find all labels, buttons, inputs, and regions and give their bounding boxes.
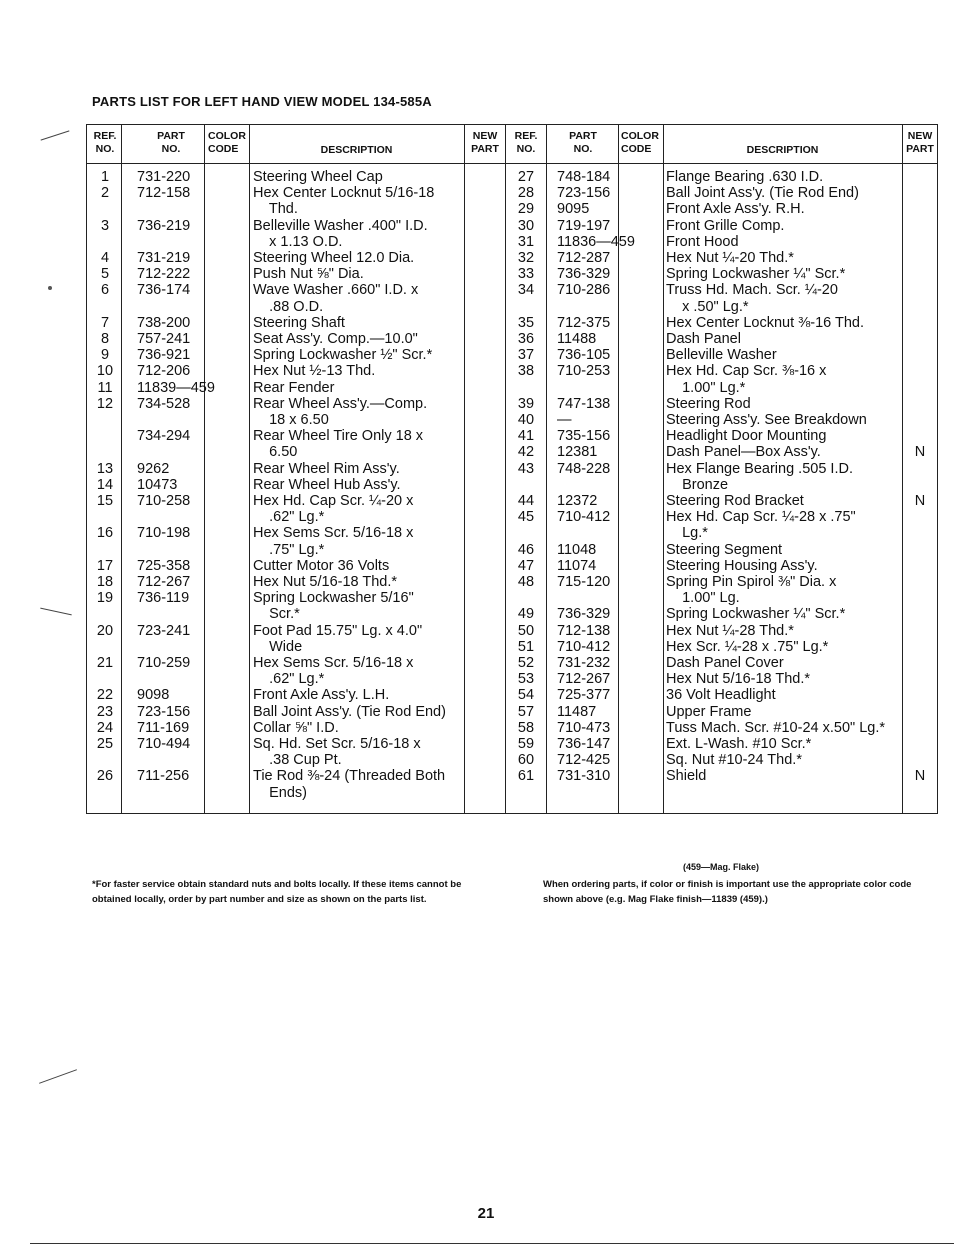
part-no: 710-259 <box>137 655 191 671</box>
part-no: 748-228 <box>557 460 611 477</box>
ref-no: 11 <box>97 379 113 396</box>
part-no: 711-256 <box>137 768 190 785</box>
ref-no: 45 <box>517 509 535 526</box>
part-no: 710-253 <box>557 363 611 380</box>
part-no: 736-219 <box>137 217 191 234</box>
ref-no: 57 <box>517 703 535 720</box>
header-part: PART NO. <box>569 130 597 155</box>
ref-no: 60 <box>517 752 535 769</box>
part-no: 11488 <box>557 331 597 347</box>
header-color: COLOR CODE <box>208 130 246 155</box>
part-description: Front Hood <box>666 233 739 250</box>
column-divider <box>121 125 122 813</box>
bottom-rule <box>30 1243 954 1244</box>
part-description: Rear Wheel Rim Ass'y. <box>253 460 400 477</box>
part-description: Collar ⅝" I.D. <box>253 719 339 736</box>
ref-no: 43 <box>517 460 535 477</box>
part-description: Rear Wheel Tire Only 18 x 6.50 <box>253 428 424 461</box>
part-description: Hex Sems Scr. 5/16-18 x .62" Lg.* <box>253 655 414 688</box>
ref-no: 47 <box>517 557 535 574</box>
part-no: 723-156 <box>137 703 191 720</box>
part-description: Hex Hd. Cap Scr. ⅜-16 x 1.00" Lg.* <box>666 363 827 396</box>
part-description: Upper Frame <box>666 703 752 720</box>
footnote-standard-hardware: *For faster service obtain standard nuts and bolts locally. If these items cannot be obtained locally, order by part number and size as shown on the parts list. <box>92 879 462 905</box>
ref-no: 26 <box>96 768 114 785</box>
ref-no: 19 <box>96 590 114 607</box>
part-no: — <box>557 412 572 428</box>
part-no: 736-329 <box>557 606 611 623</box>
part-description: Flange Bearing .630 I.D. <box>666 169 824 185</box>
part-description: Hex Center Locknut ⅜-16 Thd. <box>666 314 865 331</box>
ref-no: 5 <box>100 266 110 283</box>
part-no: 736-329 <box>557 266 611 283</box>
ref-no: 2 <box>100 185 110 202</box>
parts-table <box>86 124 938 814</box>
part-no: 710-473 <box>557 719 611 736</box>
part-no: 710-286 <box>557 282 611 299</box>
part-description: Foot Pad 15.75" Lg. x 4.0" Wide <box>253 622 423 655</box>
part-no: 734-528 <box>137 395 191 412</box>
header-new: NEW PART <box>471 130 499 155</box>
part-no: 11048 <box>557 541 597 558</box>
ref-no: 52 <box>517 655 535 671</box>
part-description: Steering Rod Bracket <box>666 493 804 509</box>
part-description: 36 Volt Headlight <box>666 687 776 704</box>
ref-no: 40 <box>517 412 535 428</box>
ref-no: 12 <box>96 395 114 412</box>
ref-no: 44 <box>517 493 535 509</box>
ref-no: 42 <box>517 444 535 461</box>
ref-no: 10 <box>96 363 114 380</box>
part-description: Dash Panel—Box Ass'y. <box>666 444 821 461</box>
ref-no: 13 <box>96 460 114 477</box>
part-description: Truss Hd. Mach. Scr. ¼-20 x .50" Lg.* <box>666 282 838 315</box>
ref-no: 28 <box>517 185 535 202</box>
part-no: 736-921 <box>137 347 191 364</box>
part-description: Ball Joint Ass'y. (Tie Rod End) <box>253 703 446 720</box>
part-no: 712-287 <box>557 250 611 266</box>
ref-no: 37 <box>517 347 535 364</box>
ref-no: 33 <box>517 266 535 283</box>
part-no: 747-138 <box>557 395 611 412</box>
part-no: 710-494 <box>137 736 191 752</box>
part-description: Rear Wheel Hub Ass'y. <box>253 476 401 493</box>
part-description: Steering Rod <box>666 395 751 412</box>
part-no: 723-241 <box>137 622 191 639</box>
ref-no: 23 <box>96 703 114 720</box>
part-description: Spring Lockwasher ¼" Scr.* <box>666 266 846 283</box>
part-no: 725-358 <box>137 557 191 574</box>
ref-no: 34 <box>517 282 535 299</box>
ref-no: 59 <box>517 736 535 752</box>
part-description: Steering Segment <box>666 541 783 558</box>
new-part-flag: N <box>914 493 926 509</box>
part-no: 736-147 <box>557 736 611 752</box>
part-description: Shield <box>666 768 707 785</box>
part-no: 712-375 <box>557 314 611 331</box>
part-description: Hex Nut ½-13 Thd. <box>253 363 376 380</box>
scan-artifact <box>48 286 52 290</box>
ref-no: 46 <box>517 541 535 558</box>
part-description: Cutter Motor 36 Volts <box>253 557 390 574</box>
ref-no: 35 <box>517 314 535 331</box>
part-description: Tie Rod ⅜-24 (Threaded Both Ends) <box>253 768 446 801</box>
new-part-flag: N <box>914 444 926 461</box>
part-no: 731-310 <box>557 768 611 785</box>
color-code-key: (459—Mag. Flake) <box>683 862 760 872</box>
part-description: Hex Nut 5/16-18 Thd.* <box>666 671 811 688</box>
part-no: 11487 <box>557 703 597 720</box>
part-no: 12381 <box>557 444 598 461</box>
part-no: 725-377 <box>557 687 611 704</box>
ref-no: 4 <box>100 250 110 266</box>
ref-no: 3 <box>100 217 110 234</box>
part-description: Hex Flange Bearing .505 I.D. Bronze <box>666 460 853 493</box>
part-no: 712-206 <box>137 363 191 380</box>
part-description: Hex Nut ¼-20 Thd.* <box>666 250 794 266</box>
footnote-ordering-color: When ordering parts, if color or finish is important use the appropriate color code shown above (e.g. Mag Flake finish—11839 (459).) <box>543 879 912 905</box>
ref-no: 48 <box>517 574 535 590</box>
ref-no: 29 <box>517 201 535 218</box>
part-no: 11839—459 <box>137 379 215 396</box>
ref-no: 38 <box>517 363 535 380</box>
part-no: 711-169 <box>137 719 190 736</box>
part-no: 757-241 <box>137 331 191 347</box>
part-description: Belleville Washer <box>666 347 777 364</box>
part-no: 719-197 <box>557 217 611 234</box>
part-description: Sq. Nut #10-24 Thd.* <box>666 752 802 769</box>
ref-no: 53 <box>517 671 535 688</box>
part-description: Spring Lockwasher ½" Scr.* <box>253 347 433 364</box>
header-new: NEW PART <box>906 130 934 155</box>
ref-no: 21 <box>96 655 114 671</box>
ref-no: 14 <box>96 476 114 493</box>
part-description: Sq. Hd. Set Scr. 5/16-18 x .38 Cup Pt. <box>253 736 421 769</box>
ref-no: 17 <box>96 557 114 574</box>
part-description: Front Axle Ass'y. L.H. <box>253 687 390 704</box>
part-no: 712-425 <box>557 752 611 769</box>
ref-no: 36 <box>517 331 535 347</box>
header-part: PART NO. <box>157 130 185 155</box>
ref-no: 61 <box>517 768 535 785</box>
part-description: Hex Hd. Cap Scr. ¼-20 x .62" Lg.* <box>253 493 414 526</box>
part-description: Push Nut ⅝" Dia. <box>253 266 364 283</box>
part-no: 712-267 <box>137 574 191 590</box>
column-divider <box>546 125 547 813</box>
header-description: DESCRIPTION <box>320 144 393 156</box>
part-description: Steering Ass'y. See Breakdown <box>666 412 867 428</box>
part-no: 736-119 <box>137 590 190 607</box>
part-description: Hex Nut ¼-28 Thd.* <box>666 622 794 639</box>
part-description: Wave Washer .660" I.D. x .88 O.D. <box>253 282 419 315</box>
part-description: Hex Center Locknut 5/16-18 Thd. <box>253 185 435 218</box>
part-description: Steering Shaft <box>253 314 345 331</box>
ref-no: 18 <box>96 574 114 590</box>
header-color: COLOR CODE <box>621 130 659 155</box>
part-no: 712-267 <box>557 671 611 688</box>
part-no: 731-232 <box>557 655 611 671</box>
part-description: Ball Joint Ass'y. (Tie Rod End) <box>666 185 859 202</box>
part-no: 710-412 <box>557 509 611 526</box>
ref-no: 6 <box>100 282 110 299</box>
ref-no: 8 <box>100 331 110 347</box>
part-description: Front Axle Ass'y. R.H. <box>666 201 805 218</box>
part-no: 9098 <box>137 687 170 704</box>
ref-no: 50 <box>517 622 535 639</box>
ref-no: 20 <box>96 622 114 639</box>
part-description: Hex Scr. ¼-28 x .75" Lg.* <box>666 638 829 655</box>
part-no: 9095 <box>557 201 590 218</box>
part-description: Dash Panel Cover <box>666 655 784 671</box>
page-title: PARTS LIST FOR LEFT HAND VIEW MODEL 134-585A <box>92 94 432 109</box>
part-description: Seat Ass'y. Comp.—10.0" <box>253 331 418 347</box>
part-description: Spring Lockwasher 5/16" Scr.* <box>253 590 414 623</box>
ref-no: 39 <box>517 395 535 412</box>
part-description: Belleville Washer .400" I.D. x 1.13 O.D. <box>253 217 428 250</box>
part-no: 723-156 <box>557 185 611 202</box>
ref-no: 31 <box>517 233 535 250</box>
part-description: Steering Housing Ass'y. <box>666 557 818 574</box>
scan-artifact <box>39 1069 77 1084</box>
part-no: 712-158 <box>137 185 191 202</box>
part-no: 734-294 <box>137 428 191 445</box>
ref-no: 32 <box>517 250 535 266</box>
part-no: 712-138 <box>557 622 611 639</box>
ref-no: 49 <box>517 606 535 623</box>
part-no: 736-174 <box>137 282 191 299</box>
part-description: Spring Pin Spirol ⅜" Dia. x 1.00" Lg. <box>666 574 837 607</box>
ref-no: 25 <box>96 736 114 752</box>
part-description: Headlight Door Mounting <box>666 428 827 445</box>
part-description: Hex Sems Scr. 5/16-18 x .75" Lg.* <box>253 525 414 558</box>
part-no: 12372 <box>557 493 598 509</box>
column-divider <box>249 125 250 813</box>
scan-artifact <box>40 608 72 616</box>
ref-no: 9 <box>100 347 110 364</box>
part-no: 738-200 <box>137 314 191 331</box>
ref-no: 41 <box>517 428 535 445</box>
part-no: 712-222 <box>137 266 191 283</box>
ref-no: 58 <box>517 719 535 736</box>
header-description: DESCRIPTION <box>746 144 819 156</box>
header-ref: REF. NO. <box>93 130 117 155</box>
part-description: Tuss Mach. Scr. #10-24 x.50" Lg.* <box>666 719 885 736</box>
part-description: Dash Panel <box>666 331 741 347</box>
part-description: Hex Nut 5/16-18 Thd.* <box>253 574 398 590</box>
part-description: Front Grille Comp. <box>666 217 785 234</box>
ref-no: 22 <box>96 687 114 704</box>
part-description: Steering Wheel 12.0 Dia. <box>253 250 415 266</box>
ref-no: 24 <box>96 719 114 736</box>
ref-no: 51 <box>517 638 535 655</box>
part-no: 731-219 <box>137 250 191 266</box>
part-description: Rear Wheel Ass'y.—Comp. 18 x 6.50 <box>253 395 428 428</box>
part-no: 11836—459 <box>557 233 635 250</box>
ref-no: 30 <box>517 217 535 234</box>
column-divider <box>464 125 465 813</box>
ref-no: 15 <box>96 493 114 509</box>
header-ref: REF. NO. <box>514 130 538 155</box>
part-no: 11074 <box>557 557 597 574</box>
part-no: 710-258 <box>137 493 191 509</box>
part-description: Steering Wheel Cap <box>253 169 383 185</box>
ref-no: 7 <box>100 314 110 331</box>
part-no: 715-120 <box>557 574 611 590</box>
part-no: 735-156 <box>557 428 611 445</box>
part-description: Spring Lockwasher ¼" Scr.* <box>666 606 846 623</box>
part-no: 748-184 <box>557 169 611 185</box>
scan-artifact <box>41 130 70 140</box>
page-number: 21 <box>477 1205 495 1222</box>
part-description: Ext. L-Wash. #10 Scr.* <box>666 736 812 752</box>
ref-no: 27 <box>517 169 535 185</box>
column-divider <box>902 125 903 813</box>
part-no: 731-220 <box>137 169 191 185</box>
header-divider <box>87 163 937 164</box>
part-no: 710-198 <box>137 525 191 542</box>
part-no: 9262 <box>137 460 170 477</box>
part-description: Rear Fender <box>253 379 335 396</box>
ref-no: 54 <box>517 687 535 704</box>
part-description: Hex Hd. Cap Scr. ¼-28 x .75" Lg.* <box>666 509 856 542</box>
new-part-flag: N <box>914 768 926 785</box>
part-no: 736-105 <box>557 347 611 364</box>
part-no: 10473 <box>137 476 178 493</box>
part-no: 710-412 <box>557 638 611 655</box>
ref-no: 16 <box>96 525 114 542</box>
ref-no: 1 <box>100 169 110 185</box>
